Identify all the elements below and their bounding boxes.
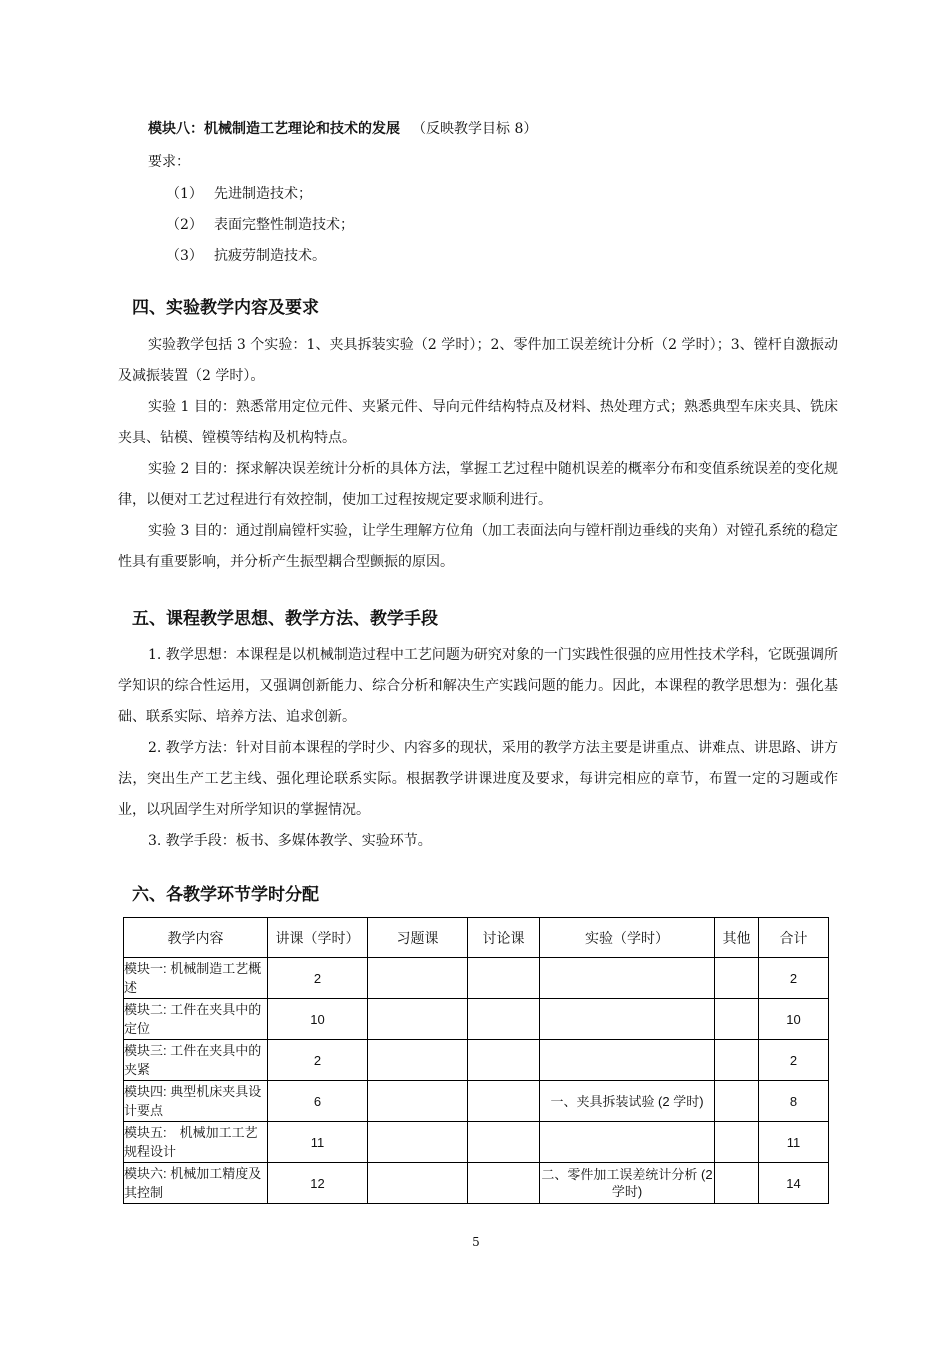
requirement-text: 表面完整性制造技术；: [214, 217, 354, 233]
requirement-number: （2）: [166, 217, 203, 233]
cell-module: 模块五: 机械加工工艺规程设计: [124, 1122, 268, 1163]
header-discussion: 讨论课: [468, 918, 540, 958]
cell-lecture: 10: [268, 999, 368, 1040]
cell-discussion: [468, 1040, 540, 1081]
cell-other: [715, 1081, 759, 1122]
cell-other: [715, 1122, 759, 1163]
section4-paragraph: 实验 2 目的：探求解决误差统计分析的具体方法，掌握工艺过程中随机误差的概率分布和变值系统误差的变化规律，以便对工艺过程进行有效控制，使加工过程按规定要求顺利进行。: [118, 461, 838, 508]
cell-experiment: 一、夹具拆装试验 (2 学时): [540, 1081, 715, 1122]
table-row: [124, 999, 829, 1040]
cell-discussion: [468, 1163, 540, 1204]
cell-module: 模块一: 机械制造工艺概述: [124, 958, 268, 999]
module8-note: （反映教学目标 8）: [412, 121, 538, 137]
module8-heading: [148, 118, 537, 138]
cell-experiment: 二、零件加工误差统计分析 (2 学时): [540, 1163, 715, 1204]
cell-other: [715, 958, 759, 999]
section5-heading: 五、课程教学思想、教学方法、教学手段: [132, 609, 438, 629]
cell-exercise: [368, 1040, 468, 1081]
cell-discussion: [468, 999, 540, 1040]
table-row: [124, 1163, 829, 1204]
requirement-text: 抗疲劳制造技术。: [214, 248, 326, 264]
cell-lecture: 12: [268, 1163, 368, 1204]
requirement-number: （3）: [166, 248, 203, 264]
cell-module: 模块三: 工件在夹具中的夹紧: [124, 1040, 268, 1081]
table-row: [124, 1081, 829, 1122]
header-exercise: 习题课: [368, 918, 468, 958]
cell-exercise: [368, 1122, 468, 1163]
hours-allocation-table: [123, 917, 829, 1204]
table-row: [124, 958, 829, 999]
cell-experiment: [540, 1122, 715, 1163]
header-experiment: 实验（学时）: [540, 918, 715, 958]
header-content: 教学内容: [124, 918, 268, 958]
header-lecture: 讲课（学时）: [268, 918, 368, 958]
cell-total: 11: [759, 1122, 829, 1163]
section5-paragraph: 2. 教学方法：针对目前本课程的学时少、内容多的现状，采用的教学方法主要是讲重点、讲难点、讲思路、讲方法，突出生产工艺主线、强化理论联系实际。根据教学讲课进度及要求，每讲完相应的章节，布置一定的习题或作业，以巩固学生对所学知识的掌握情况。: [118, 740, 838, 818]
cell-total: 2: [759, 958, 829, 999]
cell-other: [715, 1040, 759, 1081]
table-row: [124, 1040, 829, 1081]
cell-experiment: [540, 999, 715, 1040]
section5-paragraph: 3. 教学手段：板书、多媒体教学、实验环节。: [148, 833, 432, 849]
section4-heading: 四、实验教学内容及要求: [132, 298, 319, 318]
section6-heading: 六、各教学环节学时分配: [132, 885, 319, 905]
cell-total: 10: [759, 999, 829, 1040]
cell-module: 模块二: 工件在夹具中的定位: [124, 999, 268, 1040]
cell-total: 8: [759, 1081, 829, 1122]
cell-exercise: [368, 1163, 468, 1204]
table-header-row: [124, 918, 829, 958]
cell-module: 模块四: 典型机床夹具设计要点: [124, 1081, 268, 1122]
table-row: [124, 1122, 829, 1163]
cell-exercise: [368, 1081, 468, 1122]
requirement-number: （1）: [166, 186, 203, 202]
requirement-item: [166, 183, 312, 203]
cell-total: 2: [759, 1040, 829, 1081]
section4-paragraph: 实验 3 目的：通过削扁镗杆实验，让学生理解方位角（加工表面法向与镗杆削边垂线的夹角）对镗孔系统的稳定性具有重要影响，并分析产生振型耦合型颤振的原因。: [118, 523, 838, 570]
header-other: 其他: [715, 918, 759, 958]
cell-lecture: 2: [268, 958, 368, 999]
section4-paragraph: 实验 1 目的：熟悉常用定位元件、夹紧元件、导向元件结构特点及材料、热处理方式；熟悉典型车床夹具、铣床夹具、钻模、镗模等结构及机构特点。: [118, 399, 838, 446]
section5-paragraph: 1. 教学思想：本课程是以机械制造过程中工艺问题为研究对象的一门实践性很强的应用性技术学科，它既强调所学知识的综合性运用，又强调创新能力、综合分析和解决生产实践问题的能力。因此，本课程的教学思想为：强化基础、联系实际、培养方法、追求创新。: [118, 647, 838, 725]
cell-lecture: 2: [268, 1040, 368, 1081]
cell-exercise: [368, 958, 468, 999]
cell-discussion: [468, 958, 540, 999]
cell-total: 14: [759, 1163, 829, 1204]
cell-discussion: [468, 1081, 540, 1122]
cell-module: 模块六: 机械加工精度及其控制: [124, 1163, 268, 1204]
cell-experiment: [540, 1040, 715, 1081]
module8-title: 模块八：机械制造工艺理论和技术的发展: [148, 121, 400, 137]
cell-other: [715, 999, 759, 1040]
requirement-item: [166, 245, 326, 265]
section4-paragraph: 实验教学包括 3 个实验：1、夹具拆装实验（2 学时）；2、零件加工误差统计分析（2 学时）；3、镗杆自激振动及减振装置（2 学时）。: [118, 337, 838, 384]
cell-exercise: [368, 999, 468, 1040]
page-number: 5: [472, 1235, 480, 1249]
header-total: 合计: [759, 918, 829, 958]
cell-lecture: 6: [268, 1081, 368, 1122]
cell-other: [715, 1163, 759, 1204]
cell-lecture: 11: [268, 1122, 368, 1163]
cell-discussion: [468, 1122, 540, 1163]
requirement-item: [166, 214, 354, 234]
requirements-label: 要求：: [148, 154, 190, 170]
cell-experiment: [540, 958, 715, 999]
requirement-text: 先进制造技术；: [214, 186, 312, 202]
